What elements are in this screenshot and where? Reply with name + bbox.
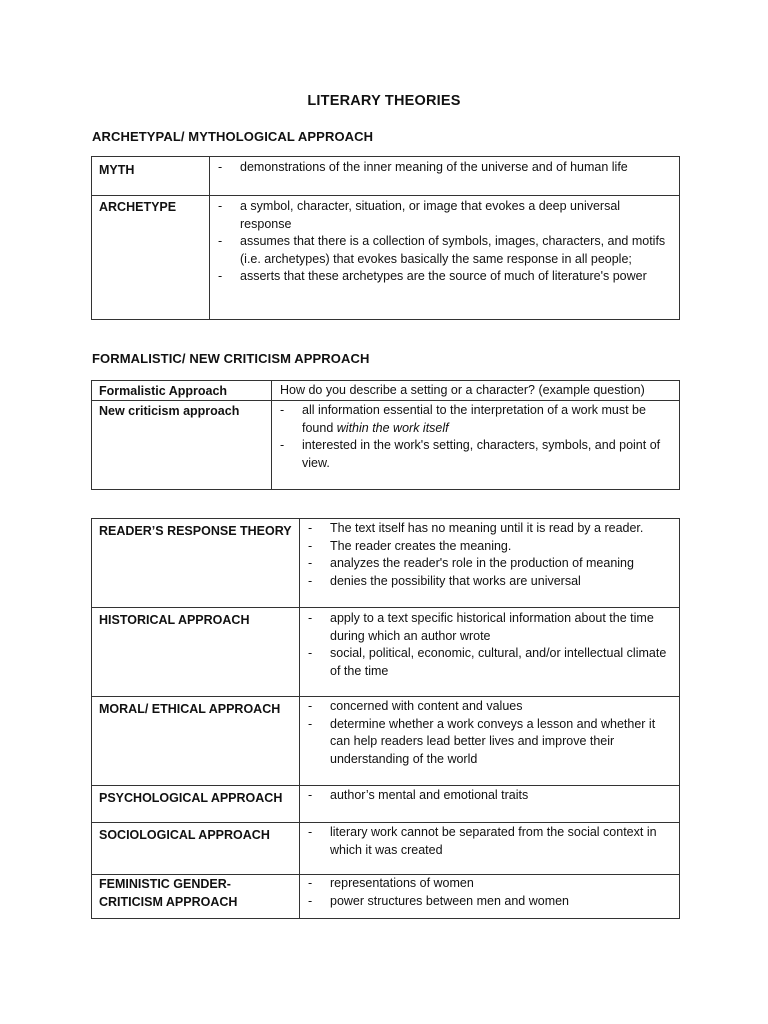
list-item: - denies the possibility that works are universal: [308, 573, 581, 588]
list-item: - social, political, economic, cultural, and/or intellectual climate of the time: [308, 646, 667, 678]
definition-list: [272, 402, 671, 472]
table-row: [92, 381, 680, 401]
list-item: - determine whether a work conveys a lesson and whether it can help readers lead better lives and improve their understanding of the world: [308, 716, 656, 766]
term-myth: MYTH: [92, 157, 210, 196]
list-item: - asserts that these archetypes are the source of much of literature's power: [218, 269, 647, 283]
list-item: - a symbol, character, situation, or image that evokes a deep universal response: [218, 199, 621, 231]
definition-list: [300, 698, 671, 768]
term-archetype: ARCHETYPE: [92, 196, 210, 320]
list-item: - representations of women: [308, 876, 474, 890]
table-row: [92, 401, 680, 490]
list-item: - power structures between men and women: [308, 893, 570, 908]
table-row: [92, 823, 680, 875]
table-row: [92, 875, 680, 919]
list-item: - The reader creates the meaning.: [308, 538, 512, 553]
list-item: - author’s mental and emotional traits: [308, 788, 529, 802]
list-item: - The text itself has no meaning until it is read by a reader.: [308, 521, 644, 535]
table-row: [92, 157, 680, 196]
definition-list: [300, 875, 671, 910]
archetypal-table: [91, 156, 680, 320]
list-item: - interested in the work's setting, characters, symbols, and point of view.: [280, 438, 661, 470]
list-item: - analyzes the reader's role in the production of meaning: [308, 556, 634, 570]
list-item: - assumes that there is a collection of symbols, images, characters, and motifs (i.e. archetypes) that evokes basically the same response in all people;: [218, 234, 666, 266]
table-row: [92, 697, 680, 786]
table-row: [92, 519, 680, 608]
formalistic-table: [91, 380, 680, 490]
definition-list: [300, 824, 671, 859]
list-item: - all information essential to the interpretation of a work must be found within the work itself: [280, 403, 646, 435]
term-sociological: SOCIOLOGICAL APPROACH: [92, 823, 300, 875]
term-readers-response: READER’S RESPONSE THEORY: [92, 519, 300, 608]
term-historical: HISTORICAL APPROACH: [92, 608, 300, 697]
list-item: - demonstrations of the inner meaning of the universe and of human life: [218, 160, 628, 174]
archetypal-heading: ARCHETYPAL/ MYTHOLOGICAL APPROACH: [92, 129, 374, 144]
definition-list: [300, 610, 671, 680]
list-item: - literary work cannot be separated from the social context in which it was created: [308, 825, 657, 857]
definition-list: [300, 787, 671, 805]
table-row: [92, 196, 680, 320]
approaches-table: [91, 518, 680, 919]
list-item: - concerned with content and values: [308, 699, 523, 713]
definition-list: [210, 159, 671, 177]
example-question: How do you describe a setting or a character? (example question): [272, 381, 680, 401]
term-moral-ethical: MORAL/ ETHICAL APPROACH: [92, 697, 300, 786]
document-title: LITERARY THEORIES: [307, 93, 461, 109]
term-new-criticism: New criticism approach: [92, 401, 272, 490]
formalistic-heading: FORMALISTIC/ NEW CRITICISM APPROACH: [92, 351, 370, 366]
definition-list: [300, 520, 671, 590]
list-item: - apply to a text specific historical information about the time during which an author wrote: [308, 611, 654, 643]
term-psychological: PSYCHOLOGICAL APPROACH: [92, 786, 300, 823]
term-formalistic-approach: Formalistic Approach: [92, 381, 272, 401]
table-row: [92, 608, 680, 697]
definition-list: [210, 198, 671, 286]
table-row: [92, 786, 680, 823]
term-feministic: FEMINISTIC GENDER-CRITICISM APPROACH: [92, 875, 300, 919]
